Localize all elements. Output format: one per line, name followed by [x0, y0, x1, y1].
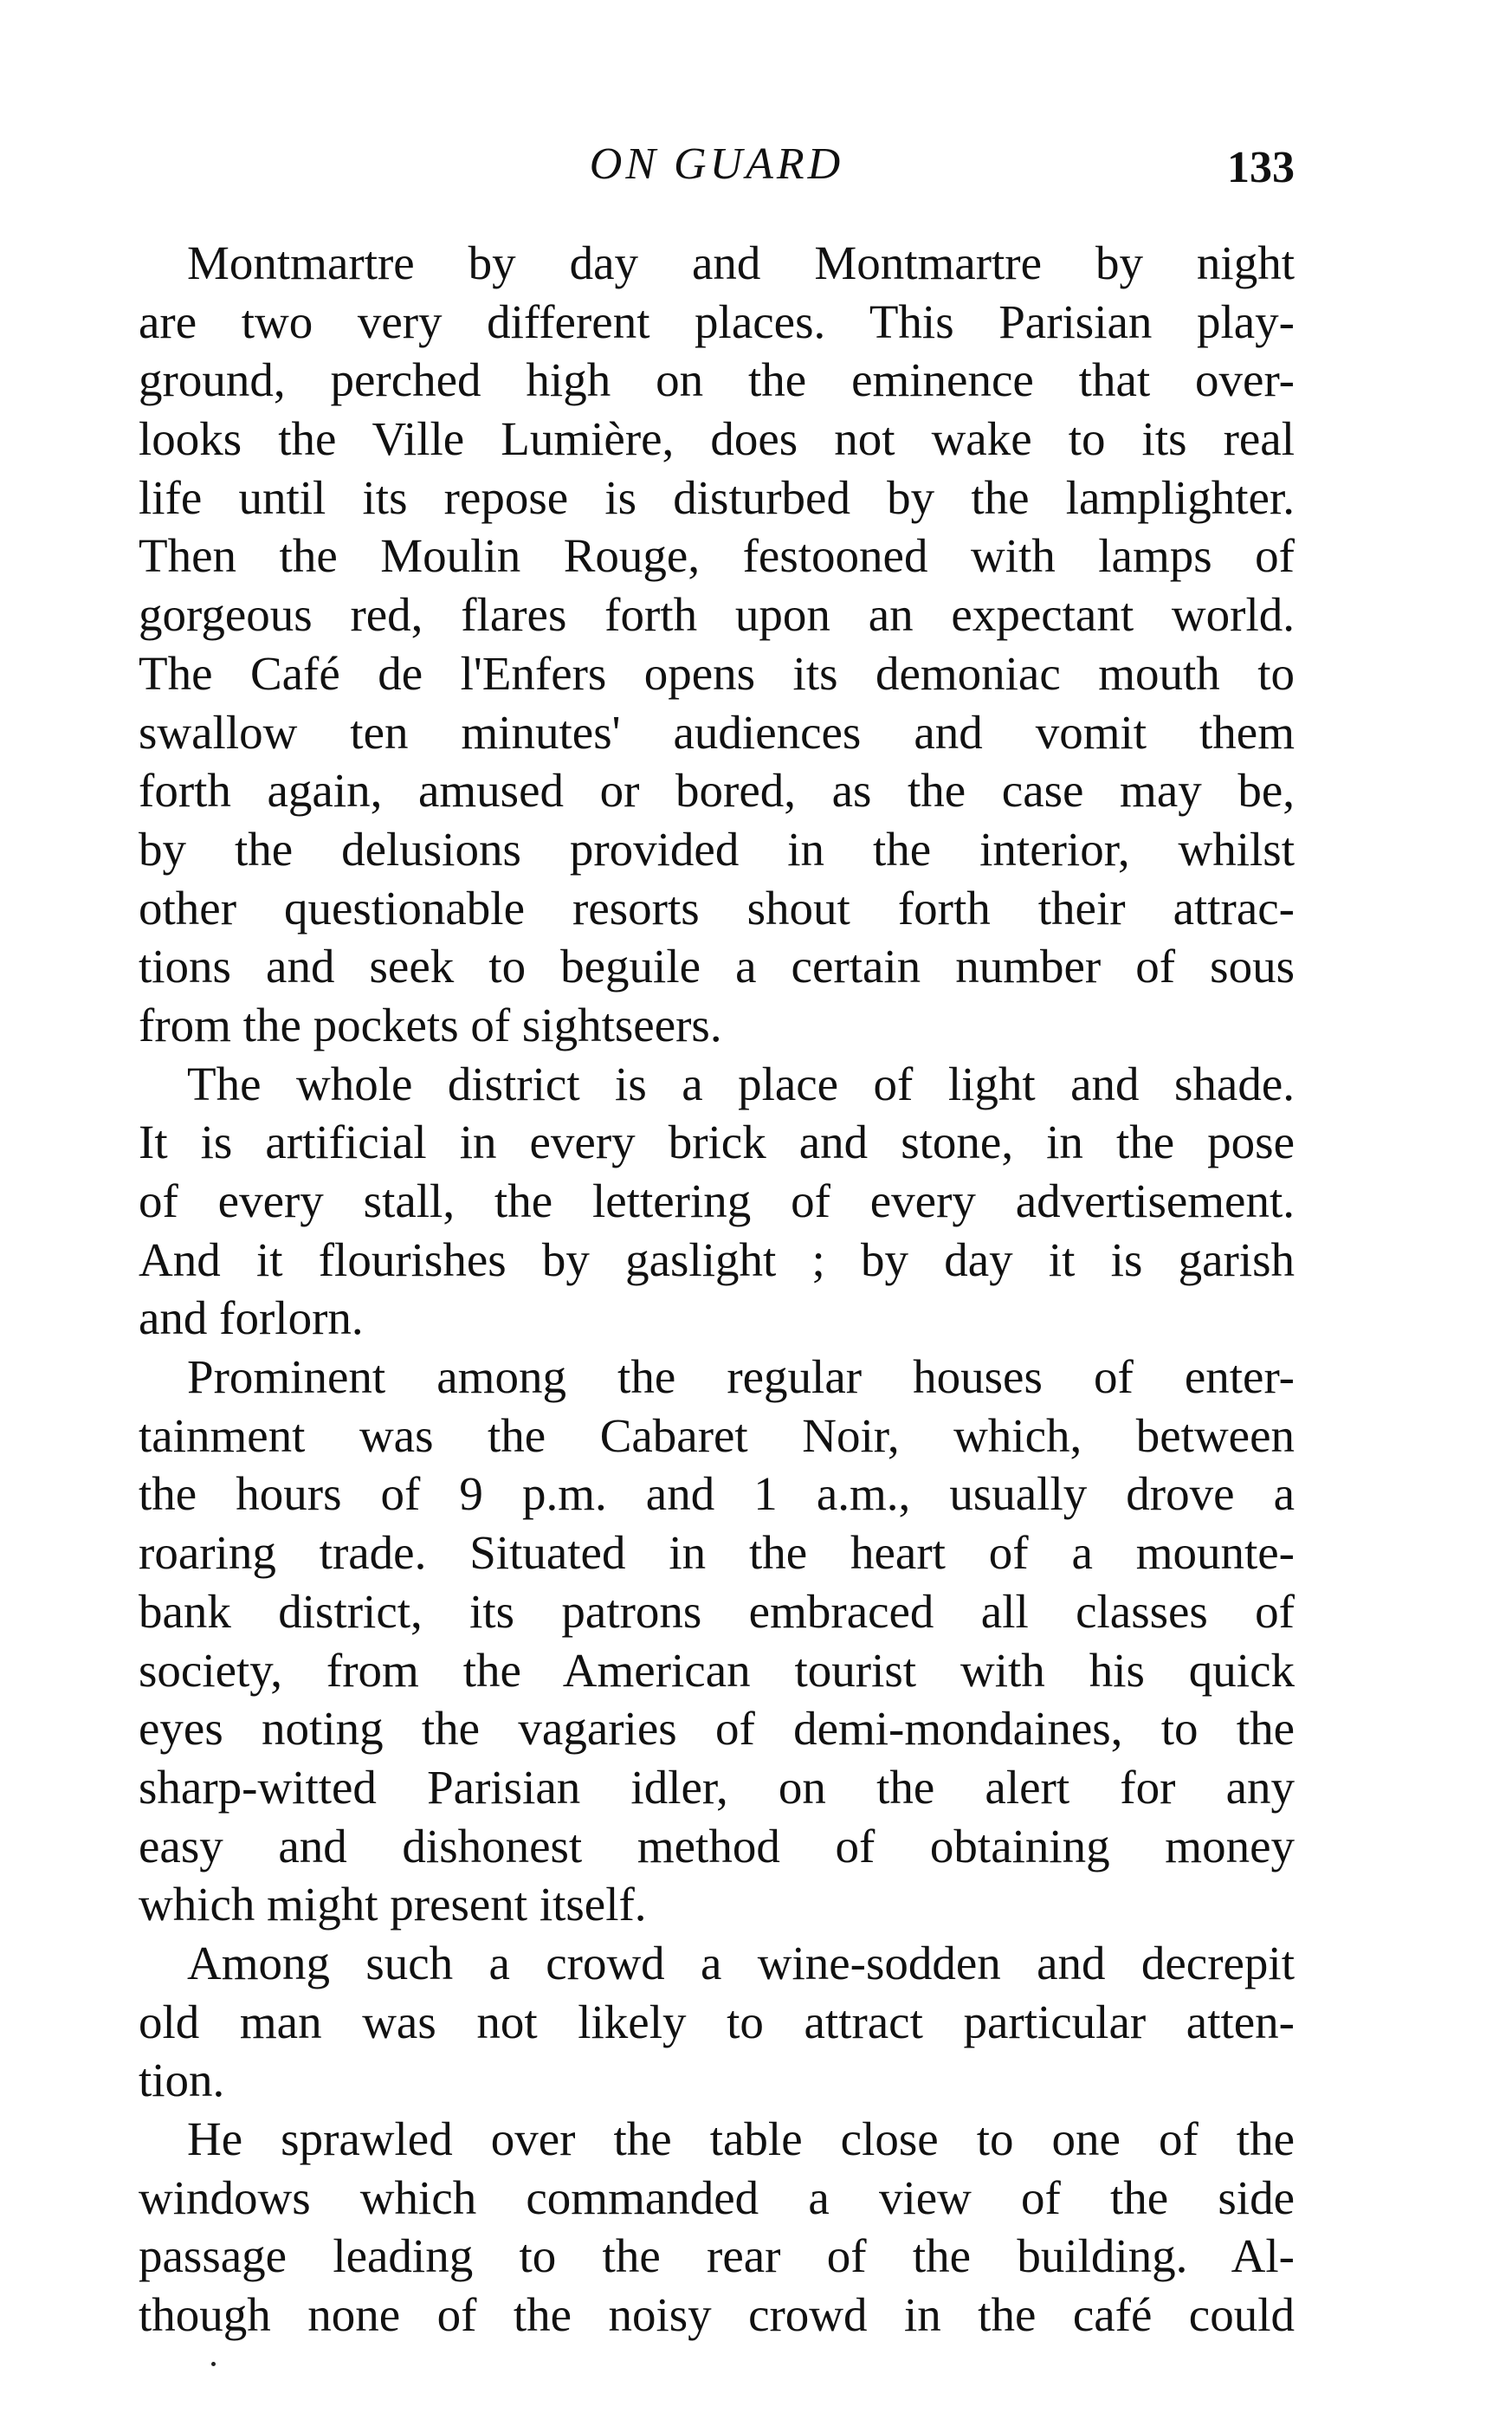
text-line: though none of the noisy crowd in the café could [139, 2288, 1295, 2342]
print-speck [211, 2362, 216, 2366]
text-line: The Café de l'Enfers opens its demoniac mouth to [139, 646, 1295, 700]
text-line: looks the Ville Lumière, does not wake to its real [139, 412, 1295, 466]
text-line: society, from the American tourist with his quick [139, 1643, 1295, 1697]
text-line: ground, perched high on the eminence that over- [139, 353, 1295, 407]
text-line: life until its repose is disturbed by the lamplighter. [139, 470, 1295, 524]
text-line: easy and dishonest method of obtaining money [139, 1819, 1295, 1873]
text-line: Prominent among the regular houses of enter- [187, 1350, 1295, 1404]
text-line: the hours of 9 p.m. and 1 a.m., usually drove a [139, 1467, 1295, 1521]
paragraph [139, 1055, 1295, 1348]
text-line: tainment was the Cabaret Noir, which, between [139, 1408, 1295, 1462]
text-line: are two very different places. This Parisian play- [139, 294, 1295, 348]
text-line: bank district, its patrons embraced all classes of [139, 1584, 1295, 1638]
text-line: which might present itself. [139, 1878, 647, 1931]
text-line: forth again, amused or bored, as the case may be, [139, 764, 1295, 818]
text-line: Montmartre by day and Montmartre by night [187, 236, 1295, 289]
text-line: Then the Moulin Rouge, festooned with lamps of [139, 529, 1295, 583]
text-line: windows which commanded a view of the side [139, 2170, 1295, 2224]
text-line: eyes noting the vagaries of demi-mondaines, to the [139, 1702, 1295, 1756]
paragraph [139, 1934, 1295, 2110]
text-line: Among such a crowd a wine-sodden and decrepit [187, 1936, 1295, 1989]
text-line: swallow ten minutes' audiences and vomit them [139, 705, 1295, 759]
text-line: The whole district is a place of light and shade. [187, 1057, 1295, 1110]
text-line: and forlorn. [139, 1291, 364, 1345]
paragraph [139, 1348, 1295, 1934]
text-line: He sprawled over the table close to one of the [187, 2112, 1295, 2165]
text-line: passage leading to the rear of the building. Al- [139, 2229, 1295, 2283]
text-line: tion. [139, 2054, 225, 2107]
paragraph [139, 234, 1295, 1055]
text-line: tions and seek to beguile a certain number of sous [139, 940, 1295, 993]
text-line: by the delusions provided in the interior, whilst [139, 822, 1295, 876]
text-line: gorgeous red, flares forth upon an expectant world. [139, 588, 1295, 642]
running-head [139, 139, 1295, 199]
text-line: And it flourishes by gaslight ; by day it is garish [139, 1232, 1295, 1286]
text-line: from the pockets of sightseers. [139, 998, 722, 1051]
text-line: It is artificial in every brick and stone, in the pose [139, 1116, 1295, 1169]
page-number: 133 [1227, 143, 1295, 192]
running-head-title: ON GUARD [589, 139, 844, 189]
body-text [139, 234, 1295, 2345]
text-line: old man was not likely to attract particular atten- [139, 1995, 1295, 2048]
text-line: of every stall, the lettering of every advertisement. [139, 1174, 1295, 1227]
paragraph [139, 2110, 1295, 2345]
text-line: other questionable resorts shout forth their attrac- [139, 881, 1295, 935]
text-line: roaring trade. Situated in the heart of a mounte- [139, 1526, 1295, 1580]
text-line: sharp-witted Parisian idler, on the alert for any [139, 1760, 1295, 1814]
